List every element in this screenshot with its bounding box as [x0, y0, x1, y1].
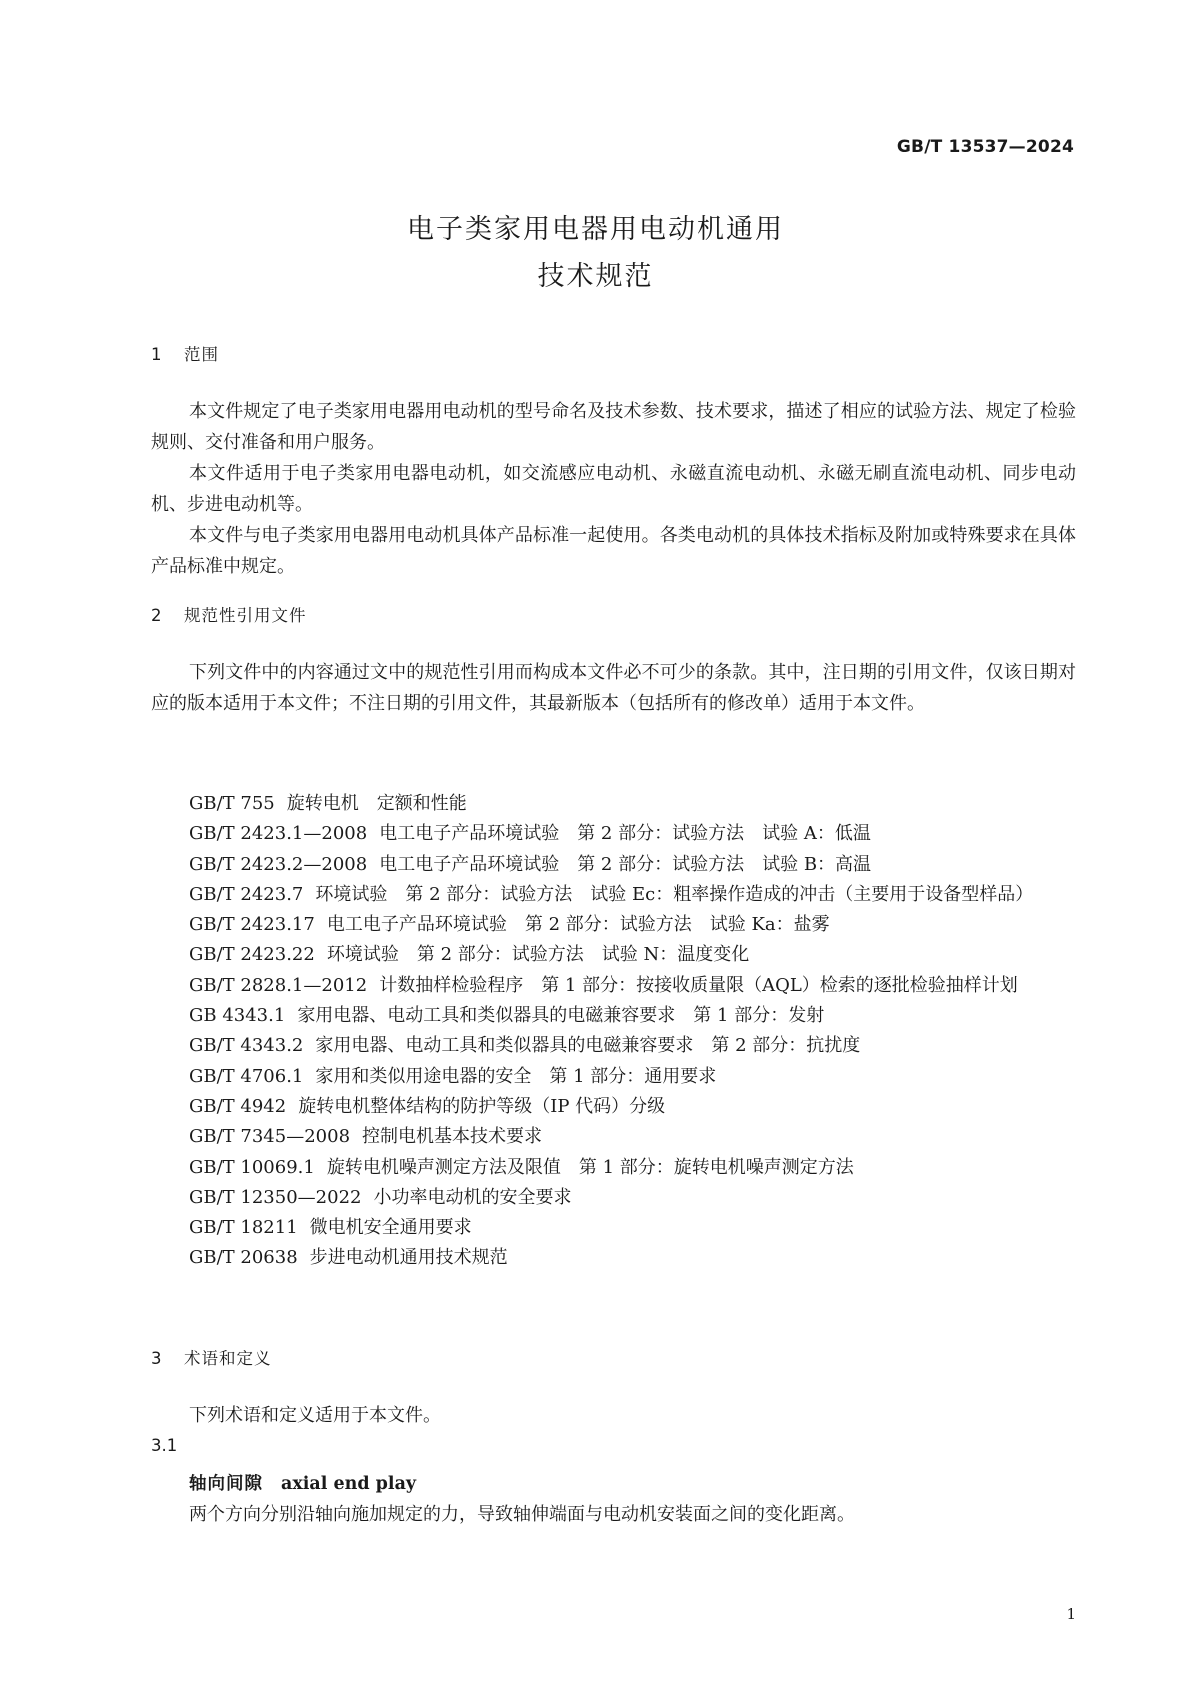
reference-code: GB/T 20638 — [189, 1247, 298, 1269]
document-title-line-1: 电子类家用电器用电动机通用 — [407, 214, 784, 245]
term-number: 3.1 — [151, 1436, 178, 1455]
reference-code: GB/T 12350—2022 — [189, 1186, 362, 1208]
section-1-paragraph: 本文件适用于电子类家用电器电动机，如交流感应电动机、永磁直流电动机、永磁无刷直流电动机、同步电动机、步进电动机等。 — [151, 463, 1076, 515]
reference-title: 环境试验 第 2 部分：试验方法 试验 Ec：粗率操作造成的冲击（主要用于设备型样品） — [315, 883, 1034, 905]
section-1-heading — [151, 341, 219, 365]
reference-item — [151, 1183, 1076, 1213]
reference-title: 控制电机基本技术要求 — [362, 1126, 543, 1148]
reference-code: GB/T 2828.1—2012 — [189, 974, 368, 996]
reference-item — [151, 910, 1076, 940]
reference-title: 计数抽样检验程序 第 1 部分：按接收质量限（AQL）检索的逐批检验抽样计划 — [379, 974, 1018, 996]
section-3-heading — [151, 1345, 272, 1369]
reference-item — [151, 1213, 1076, 1243]
reference-title: 家用电器、电动工具和类似器具的电磁兼容要求 第 1 部分：发射 — [297, 1005, 825, 1027]
reference-code: GB/T 10069.1 — [189, 1156, 315, 1178]
reference-item — [151, 789, 1076, 819]
standard-code: GB/T 13537—2024 — [896, 137, 1074, 157]
reference-code: GB/T 755 — [189, 793, 275, 814]
reference-code: GB/T 4942 — [189, 1095, 287, 1117]
reference-code: GB/T 4706.1 — [189, 1065, 304, 1087]
reference-code: GB/T 18211 — [189, 1217, 298, 1239]
reference-code: GB/T 2423.2—2008 — [189, 853, 368, 875]
reference-item — [151, 1122, 1076, 1152]
term-english: axial end play — [281, 1474, 417, 1494]
reference-code: GB/T 2423.1—2008 — [189, 823, 368, 845]
section-number: 2 — [151, 606, 163, 625]
section-title: 规范性引用文件 — [184, 606, 307, 625]
reference-item — [151, 1062, 1076, 1092]
reference-item — [151, 1092, 1076, 1122]
term-chinese: 轴向间隙 — [189, 1474, 263, 1494]
reference-item — [151, 1031, 1076, 1061]
reference-title: 电工电子产品环境试验 第 2 部分：试验方法 试验 B：高温 — [379, 853, 872, 875]
reference-item — [151, 819, 1076, 849]
page-number: 1 — [1066, 1605, 1076, 1623]
reference-code: GB/T 4343.2 — [189, 1035, 304, 1057]
section-number: 1 — [151, 345, 163, 364]
reference-code: GB/T 7345—2008 — [189, 1126, 351, 1148]
reference-code: GB/T 2423.17 — [189, 914, 315, 936]
reference-item — [151, 1243, 1076, 1273]
reference-code: GB/T 2423.22 — [189, 944, 315, 966]
reference-title: 电工电子产品环境试验 第 2 部分：试验方法 试验 Ka：盐雾 — [326, 914, 830, 936]
reference-title: 电工电子产品环境试验 第 2 部分：试验方法 试验 A：低温 — [379, 823, 871, 845]
reference-title: 旋转电机噪声测定方法及限值 第 1 部分：旋转电机噪声测定方法 — [326, 1156, 854, 1178]
reference-list — [151, 789, 1076, 1274]
reference-item — [151, 940, 1076, 970]
term-heading — [189, 1470, 416, 1495]
section-2-intro: 下列文件中的内容通过文中的规范性引用而构成本文件必不可少的条款。其中，注日期的引用文件，仅该日期对应的版本适用于本文件；不注日期的引用文件，其最新版本（包括所有的修改单）适用于本文件。 — [151, 662, 1076, 714]
section-title: 范围 — [184, 345, 219, 364]
reference-item — [151, 1153, 1076, 1183]
section-title: 术语和定义 — [184, 1349, 272, 1368]
reference-title: 旋转电机整体结构的防护等级（IP 代码）分级 — [298, 1095, 666, 1117]
reference-item — [151, 1001, 1076, 1031]
section-1-paragraph: 本文件与电子类家用电器用电动机具体产品标准一起使用。各类电动机的具体技术指标及附加或特殊要求在具体产品标准中规定。 — [151, 525, 1076, 577]
reference-title: 微电机安全通用要求 — [309, 1217, 472, 1239]
reference-code: GB 4343.1 — [189, 1005, 286, 1027]
reference-title: 旋转电机 定额和性能 — [286, 793, 467, 814]
reference-title: 家用电器、电动工具和类似器具的电磁兼容要求 第 2 部分：抗扰度 — [315, 1035, 861, 1057]
reference-title: 家用和类似用途电器的安全 第 1 部分：通用要求 — [315, 1065, 717, 1087]
document-title-line-2: 技术规范 — [537, 261, 654, 292]
reference-item — [151, 850, 1076, 880]
term-definition: 两个方向分别沿轴向施加规定的力，导致轴伸端面与电动机安装面之间的变化距离。 — [189, 1504, 855, 1525]
reference-item — [151, 880, 1076, 910]
section-2-heading — [151, 602, 307, 626]
reference-code: GB/T 2423.7 — [189, 883, 304, 905]
reference-title: 步进电动机通用技术规范 — [309, 1247, 508, 1269]
reference-title: 小功率电动机的安全要求 — [373, 1186, 572, 1208]
reference-item — [151, 971, 1076, 1001]
reference-title: 环境试验 第 2 部分：试验方法 试验 N：温度变化 — [326, 944, 750, 966]
section-3-intro: 下列术语和定义适用于本文件。 — [189, 1405, 441, 1426]
section-number: 3 — [151, 1349, 163, 1368]
section-1-paragraph: 本文件规定了电子类家用电器用电动机的型号命名及技术参数、技术要求，描述了相应的试验方法、规定了检验规则、交付准备和用户服务。 — [151, 401, 1076, 453]
